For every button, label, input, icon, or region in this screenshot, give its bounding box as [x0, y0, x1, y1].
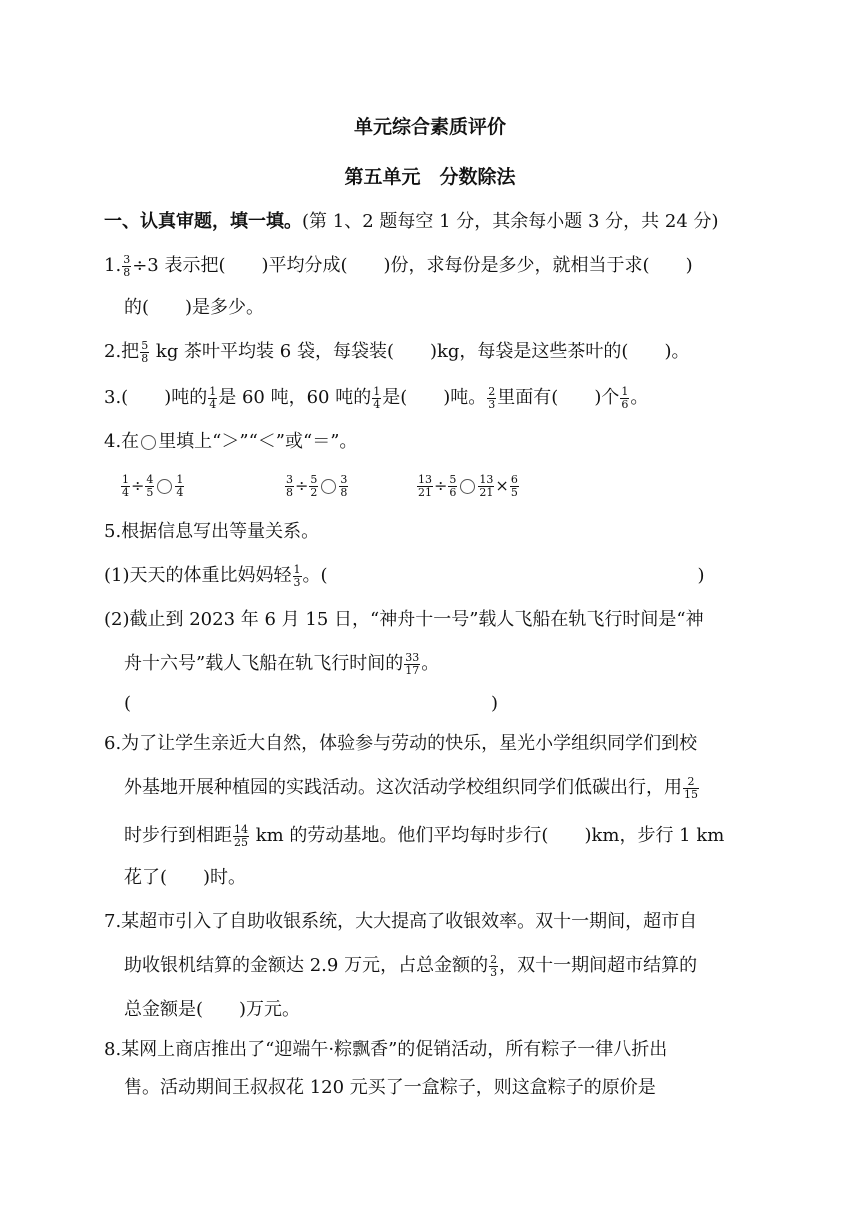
text: 时步行到相距 — [124, 825, 232, 846]
text: )。 — [664, 341, 690, 362]
question-8-line-1: 8.某网上商店推出了“迎端午·粽飘香”的促销活动，所有粽子一律八折出 — [104, 1039, 668, 1060]
text: 助收银机结算的金额达 2.9 万元，占总金额的 — [124, 955, 489, 976]
operator: × — [495, 476, 509, 495]
compare-circle[interactable] — [157, 479, 172, 494]
question-6-line-1: 6.为了让学生亲近大自然，体验参与劳动的快乐，星光小学组织同学们到校 — [104, 733, 698, 754]
text: 花了( — [124, 867, 168, 888]
circle-icon — [141, 435, 156, 450]
text: )万元。 — [239, 999, 301, 1020]
question-number: 1. — [104, 255, 122, 276]
text: ( — [124, 693, 132, 714]
text: )吨。 — [443, 387, 487, 408]
text: )是多少。 — [185, 297, 265, 318]
text: )个 — [594, 387, 620, 408]
text: ) — [491, 693, 499, 714]
fraction: $\frac{1}{4}$ — [373, 384, 381, 411]
text: 是 60 吨，60 吨的 — [218, 387, 372, 408]
fraction: $\frac{1}{4}$ — [209, 384, 217, 411]
question-6-line-4 — [124, 864, 246, 892]
unit-subtitle: 第五单元 分数除法 — [344, 166, 516, 188]
question-4 — [104, 428, 357, 456]
section-heading-label: 一、认真审题，填一填。 — [104, 211, 302, 232]
text: kg 茶叶平均装 6 袋，每袋装( — [150, 341, 394, 362]
compare-expression-3: $\frac{13}{21}$ ÷ $\frac{5}{6}$ $\frac{13}{21}$ × $\frac{6}{5}$ — [418, 473, 518, 499]
question-1-line-2 — [124, 294, 264, 322]
text: )km，步行 1 km — [584, 825, 725, 846]
question-5-part-1 — [104, 562, 705, 590]
text: ) — [685, 255, 693, 276]
text: 。( — [302, 565, 328, 586]
fraction: $\frac{2}{3}$ — [490, 952, 498, 979]
question-1-line-1 — [104, 252, 693, 280]
question-6-line-3 — [124, 822, 724, 850]
fraction: $\frac{2}{3}$ — [488, 384, 496, 411]
fraction: $\frac{5}{8}$ — [141, 338, 149, 365]
fraction: $\frac{33}{17}$ — [405, 650, 420, 677]
text: 的( — [124, 297, 150, 318]
text: )时。 — [203, 867, 247, 888]
question-7-line-3 — [124, 996, 300, 1024]
text: 3.( — [104, 387, 129, 408]
text: ÷3 表示把( — [132, 255, 226, 276]
text: 总金额是( — [124, 999, 204, 1020]
question-2 — [104, 338, 690, 366]
compare-circle[interactable] — [321, 479, 336, 494]
question-5-title: 5.根据信息写出等量关系。 — [104, 521, 320, 542]
text: )份，求每份是多少，就相当于求( — [383, 255, 650, 276]
fraction: $\frac{1}{3}$ — [293, 562, 301, 589]
fraction: $\frac{3}{8}$ — [123, 252, 131, 279]
fraction: $\frac{1}{6}$ — [621, 384, 629, 411]
fraction: $\frac{2}{15}$ — [684, 774, 698, 801]
question-5-part-2-line-2 — [124, 650, 439, 678]
question-5-part-2-answer — [124, 690, 498, 718]
question-5-part-2-line-1: (2)截止到 2023 年 6 月 15 日，“神舟十一号”载人飞船在轨飞行时间是“神 — [104, 609, 704, 630]
text: ) — [697, 565, 705, 586]
text: ，双十一期间超市结算的 — [499, 955, 698, 976]
section-heading — [104, 208, 719, 236]
text: 。 — [630, 387, 649, 408]
text: )平均分成( — [261, 255, 348, 276]
section-score-note: (第 1、2 题每空 1 分，其余每小题 3 分，共 24 分) — [302, 211, 719, 232]
text: )吨的 — [164, 387, 208, 408]
question-7-line-2 — [124, 952, 697, 980]
operator: ÷ — [295, 476, 309, 495]
text: 里填上“＞”“＜”或“＝”。 — [158, 431, 358, 452]
page-title: 单元综合素质评价 — [353, 116, 506, 138]
compare-expression-2: $\frac{3}{8}$ ÷ $\frac{5}{2}$ $\frac{3}{8}$ — [286, 473, 348, 499]
operator: ÷ — [434, 476, 448, 495]
operator: ÷ — [131, 476, 145, 495]
text: 是( — [382, 387, 408, 408]
text: (1)天天的体重比妈妈轻 — [104, 565, 292, 586]
text: 2.把 — [104, 341, 140, 362]
question-8-line-2: 售。活动期间王叔叔花 120 元买了一盒粽子，则这盒粽子的原价是 — [124, 1077, 656, 1098]
text: 外基地开展种植园的实践活动。这次活动学校组织同学们低碳出行，用 — [124, 777, 682, 798]
text: 里面有( — [497, 387, 559, 408]
fraction: $\frac{14}{25}$ — [234, 822, 248, 849]
compare-expression-1: $\frac{1}{4}$ ÷ $\frac{4}{5}$ $\frac{1}{4}$ — [122, 473, 184, 499]
text: 舟十六号”载人飞船在轨飞行时间的 — [124, 653, 404, 674]
question-7-line-1: 7.某超市引入了自助收银系统，大大提高了收银效率。双十一期间，超市自 — [104, 911, 698, 932]
text: km 的劳动基地。他们平均每时步行( — [250, 825, 549, 846]
text: 。 — [421, 653, 440, 674]
question-6-line-2 — [124, 774, 700, 802]
text: )kg，每袋是这些茶叶的( — [429, 341, 629, 362]
question-3 — [104, 384, 648, 412]
compare-circle[interactable] — [460, 479, 475, 494]
text: 4.在 — [104, 431, 140, 452]
